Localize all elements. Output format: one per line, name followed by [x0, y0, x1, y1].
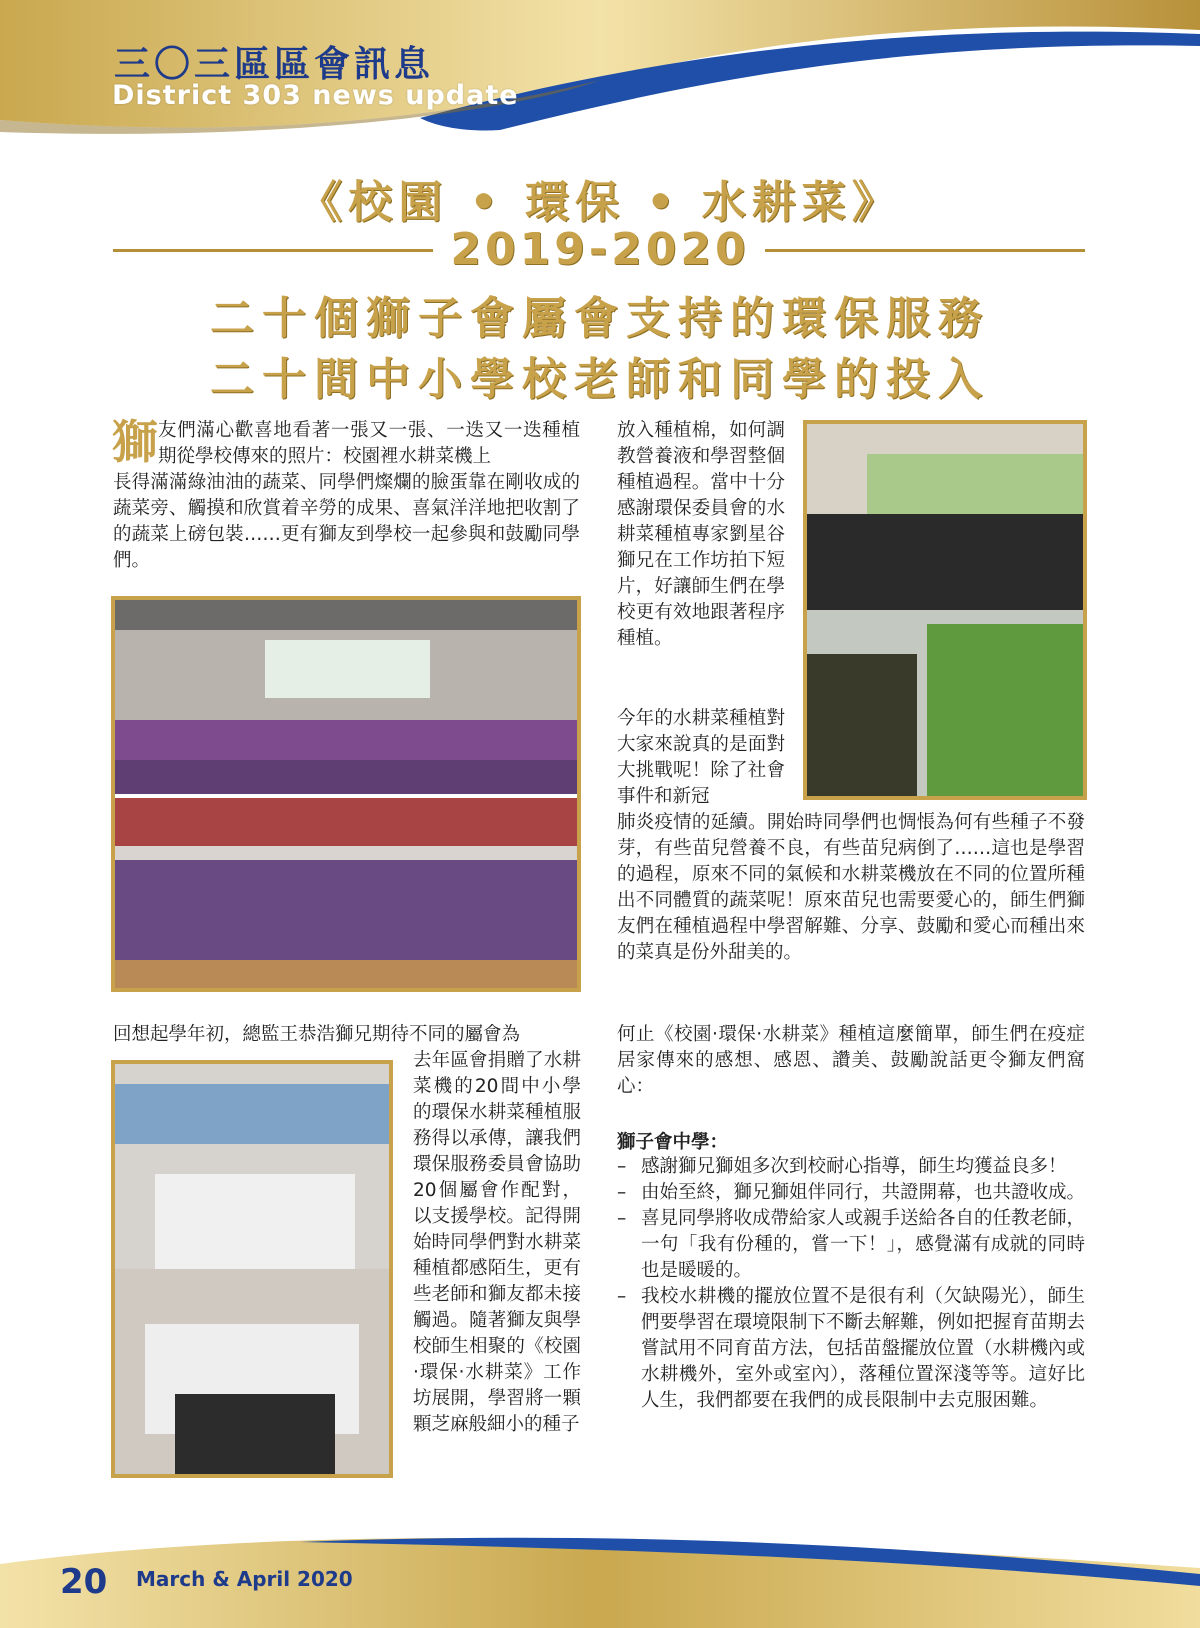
header-title-zh: 三〇三區區會訊息: [114, 44, 435, 85]
left-column-text: 去年區會捐贈了水耕菜機的20間中小學的環保水耕菜種植服務得以承傳，讓我們環保服務委員會協助20個屬會作配對，以支援學校。記得開始時同學們對水耕菜種植都感陌生，更有些老師和獅友都未接觸過。隨著獅友與學校師生相聚的《校園·環保·水耕菜》工作坊展開，學習將一顆顆芝麻般細小的種子: [413, 1050, 581, 1435]
plants-photo: [803, 420, 1087, 800]
title-rule-right: [765, 249, 1085, 252]
left-column-lead: 回想起學年初，總監王恭浩獅兄期待不同的屬會為: [113, 1024, 521, 1045]
dash: –: [617, 1208, 627, 1229]
quote-text: 喜見同學將收成帶給家人或親手送給各自的任教老師，一句「我有份種的，嘗一下！」，感覺滿有成就的同時也是暖暖的。: [641, 1208, 1086, 1281]
dash: –: [617, 1182, 627, 1203]
drop-cap: 獅: [112, 415, 158, 469]
list-item: [617, 1180, 1085, 1206]
dash: –: [617, 1156, 627, 1177]
article-subtitle-2: 二十間中小學校老師和同學的投入: [210, 354, 990, 405]
right-column-mid-a: 今年的水耕菜種植對大家來說真的是面對大挑戰呢！除了社會事件和新冠: [617, 708, 785, 807]
students-photo: [111, 1060, 393, 1478]
list-item: [617, 1154, 1085, 1180]
list-item: [617, 1206, 1085, 1284]
page-number: 20: [60, 1562, 108, 1602]
right-column-bottom: 何止《校園·環保·水耕菜》種植這麼簡單，師生們在疫症居家傳來的感想、感恩、讚美、鼓勵說話更令獅友們窩心：: [617, 1024, 1085, 1097]
article-year: 2019-2020: [450, 224, 750, 275]
article-title: 《校園 • 環保 • 水耕菜》: [298, 177, 902, 228]
right-column-top: 放入種植棉，如何調教營養液和學習整個種植過程。當中十分感謝環保委員會的水耕菜種植專家劉星谷獅兄在工作坊拍下短片，好讓師生們在學校更有效地跟著程序種植。: [617, 420, 785, 649]
quote-text: 感謝獅兄獅姐多次到校耐心指導，師生均獲益良多！: [641, 1156, 1067, 1177]
issue-date: March & April 2020: [136, 1567, 353, 1591]
intro-paragraph-rest: 長得滿滿綠油油的蔬菜、同學們燦爛的臉蛋靠在剛收成的蔬菜旁、觸摸和欣賞着辛勞的成果、喜氣洋洋地把收割了的蔬菜上磅包裝……更有獅友到學校一起參與和鼓勵同學們。: [113, 472, 580, 571]
school-name: 獅子會中學：: [617, 1132, 729, 1153]
quote-list: [617, 1154, 1085, 1414]
quote-text: 由始至終，獅兄獅姐伴同行，共證開幕，也共證收成。: [641, 1182, 1086, 1203]
intro-paragraph-first: 友們滿心歡喜地看著一張又一張、一迭又一迭種植期從學校傳來的照片：校園裡水耕菜機上: [158, 420, 580, 467]
header-title-en: District 303 news update: [112, 80, 519, 111]
dash: –: [617, 1286, 627, 1307]
group-photo: [111, 596, 581, 992]
quote-text: 我校水耕機的擺放位置不是很有利（欠缺陽光），師生們要學習在環境限制下不斷去解難，例如把握育苗期去嘗試用不同育苗方法，包括苗盤擺放位置（水耕機內或水耕機外，室外或室內），落種位置深淺等等。這好比人生，我們都要在我們的成長限制中去克服困難。: [641, 1286, 1086, 1411]
right-column-mid-b: 肺炎疫情的延續。開始時同學們也惆悵為何有些種子不發芽，有些苗兒營養不良，有些苗兒病倒了……這也是學習的過程，原來不同的氣候和水耕菜機放在不同的位置所種出不同體質的蔬菜呢！原來苗兒也需要愛心的，師生們獅友們在種植過程中學習解難、分享、鼓勵和愛心而種出來的菜真是份外甜美的。: [617, 812, 1085, 963]
list-item: [617, 1284, 1085, 1414]
article-subtitle-1: 二十個獅子會屬會支持的環保服務: [210, 293, 990, 344]
